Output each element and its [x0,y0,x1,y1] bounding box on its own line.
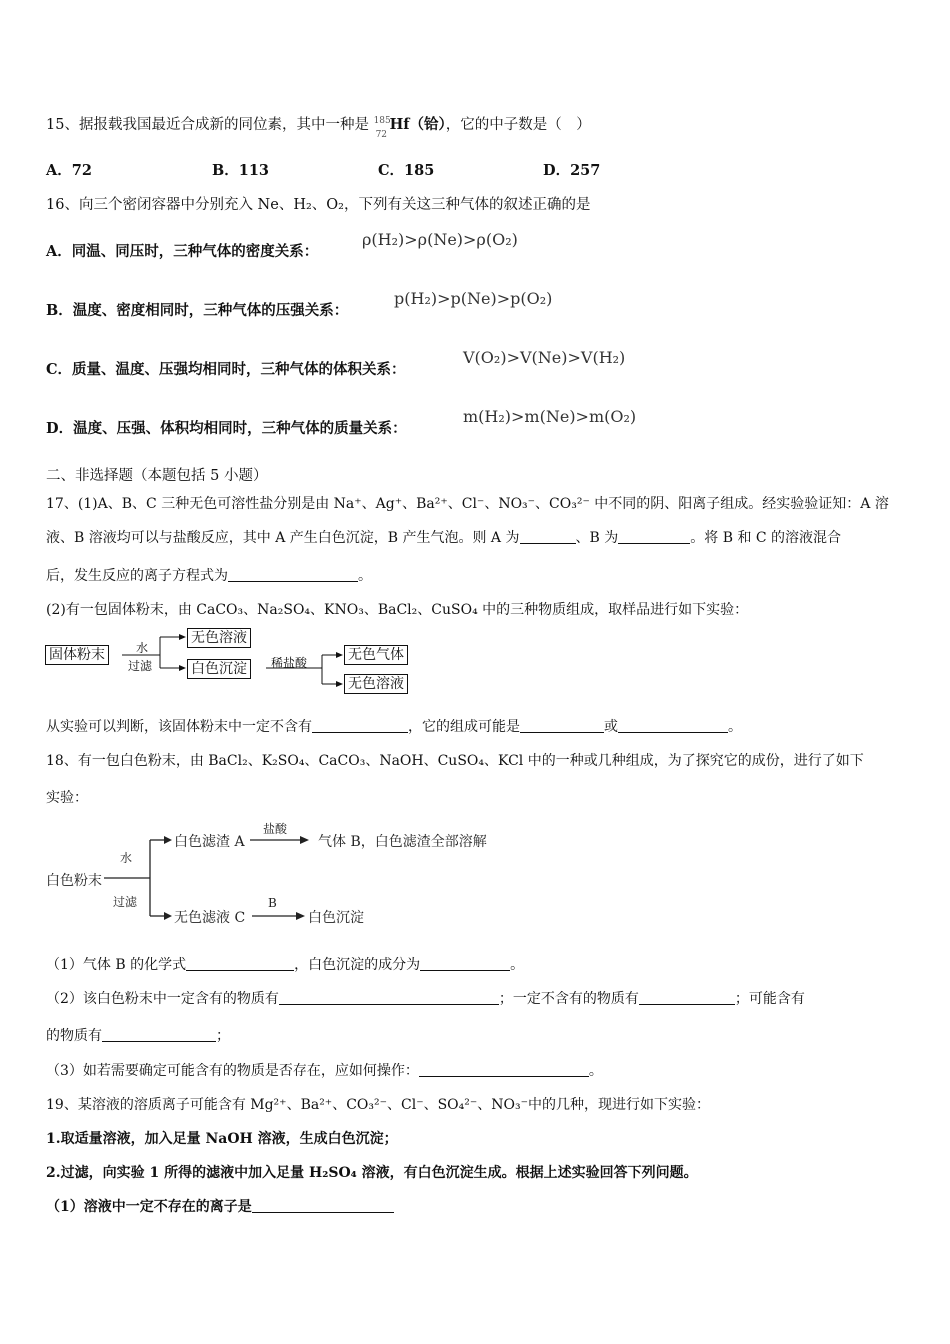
blank-must-not-contain[interactable] [639,990,735,1005]
q16-option-a[interactable]: A．同温、同压时，三种气体的密度关系： [46,243,319,260]
q18-line2: 实验： [46,790,88,806]
q17-line5: 从实验可以判断，该固体粉末中一定不含有 ，它的组成可能是 或 。 [46,719,742,735]
q18-sub1: （1）气体 B 的化学式 ，白色沉淀的成分为 。 [46,957,525,973]
q17-line4: (2)有一包固体粉末，由 CaCO₃、Na₂SO₄、KNO₃、BaCl₂、CuSO₄ 中的三种物质组成，取样品进行如下实验： [46,602,749,618]
q19-line3: 2.过滤，向实验 1 所得的滤液中加入足量 H₂SO₄ 溶液，有白色沉淀生成。根据上述实验回答下列问题。 [46,1165,698,1181]
q15-option-a[interactable]: A．72 [46,162,92,179]
diagram-box-colorless-solution-2: 无色溶液 [344,674,408,694]
diagram2-label-water: 水 [120,851,133,865]
blank-composition-1[interactable] [520,718,604,733]
q16-formula-d: m(H₂)>m(Ne)>m(O₂) [463,407,637,426]
blank-gas-b[interactable] [186,956,294,971]
diagram2-label-hcl: 盐酸 [263,822,288,836]
blank-operation[interactable] [419,1062,589,1077]
q19-sub1: （1）溶液中一定不存在的离子是 [46,1197,394,1217]
q16-option-b[interactable]: B．温度、密度相同时，三种气体的压强关系： [46,302,349,319]
q15-option-c[interactable]: C．185 [378,162,435,179]
q15-stem: 15、据报载我国最近合成新的同位素，其中一种是 185 72 Hf（铪），它的中子数是（ ） [46,116,591,140]
q19-line1: 19、某溶液的溶质离子可能含有 Mg²⁺、Ba²⁺、CO₃²⁻、Cl⁻、SO₄²⁻、NO₃⁻中的几种，现进行如下实验： [46,1097,710,1113]
diagram-box-colorless-solution-1: 无色溶液 [187,628,251,648]
q18-line1: 18、有一包白色粉末，由 BaCl₂、K₂SO₄、CaCO₃、NaOH、CuSO₄、KCl 中的一种或几种组成，为了探究它的成份，进行了如下 [46,753,864,769]
q16-formula-a: ρ(H₂)>ρ(Ne)>ρ(O₂) [362,230,518,249]
diagram2-label-filter: 过滤 [113,895,138,909]
section-heading: 二、非选择题（本题包括 5 小题） [46,468,268,484]
diagram-label-dilute-hcl: 稀盐酸 [271,656,308,670]
diagram2-white-powder: 白色粉末 [46,873,102,889]
q17-line1: 17、(1)A、B、C 三种无色可溶性盐分别是由 Na⁺、Ag⁺、Ba²⁺、Cl⁻、NO₃⁻、CO₃²⁻ 中不同的阴、阳离子组成。经实验验证知：A 溶 [46,496,889,512]
q15-option-b[interactable]: B．113 [212,162,270,179]
diagram2-result-a: 气体 B，白色滤渣全部溶解 [318,834,487,850]
q17-line3: 后，发生反应的离子方程式为 。 [46,568,372,584]
diagram2-filtrate-c: 无色滤液 C [174,910,246,926]
q16-formula-b: p(H₂)>p(Ne)>p(O₂) [394,289,553,308]
diagram-label-filter: 过滤 [128,659,153,673]
q16-option-d[interactable]: D．温度、压强、体积均相同时，三种气体的质量关系： [46,420,407,437]
q17-line2: 液、B 溶液均可以与盐酸反应，其中 A 产生白色沉淀，B 产生气泡。则 A 为 、B 为 。将 B 和 C 的溶液混合 [46,530,842,546]
blank-must-contain[interactable] [279,990,499,1005]
q16-formula-c: V(O₂)>V(Ne)>V(H₂) [463,348,626,367]
diagram-box-solid-powder: 固体粉末 [45,645,109,665]
diagram2-residue-a: 白色滤渣 A [174,834,245,850]
q15-option-d[interactable]: D．257 [543,162,601,179]
blank-absent-ions[interactable] [252,1198,394,1213]
diagram-box-white-precipitate: 白色沉淀 [187,659,251,679]
q18-sub2: （2）该白色粉末中一定含有的物质有 ；一定不含有的物质有 ；可能含有 [46,991,805,1007]
q18-sub2-cont: 的物质有 ； [46,1028,230,1044]
blank-not-contain[interactable] [312,718,408,733]
blank-precipitate[interactable] [420,956,510,971]
blank-may-contain[interactable] [102,1027,216,1042]
diagram-label-water: 水 [136,641,149,655]
q18-sub3: （3）如若需要确定可能含有的物质是否存在，应如何操作： 。 [46,1063,603,1079]
blank-composition-2[interactable] [618,718,728,733]
diagram2-result-c: 白色沉淀 [308,910,364,926]
diagram2-label-b: B [268,896,277,910]
q19-line2: 1.取适量溶液，加入足量 NaOH 溶液，生成白色沉淀； [46,1131,398,1147]
q16-option-c[interactable]: C．质量、温度、压强均相同时，三种气体的体积关系： [46,361,406,378]
q16-stem: 16、向三个密闭容器中分别充入 Ne、H₂、O₂，下列有关这三种气体的叙述正确的是 [46,197,591,213]
diagram-box-colorless-gas: 无色气体 [344,645,408,665]
